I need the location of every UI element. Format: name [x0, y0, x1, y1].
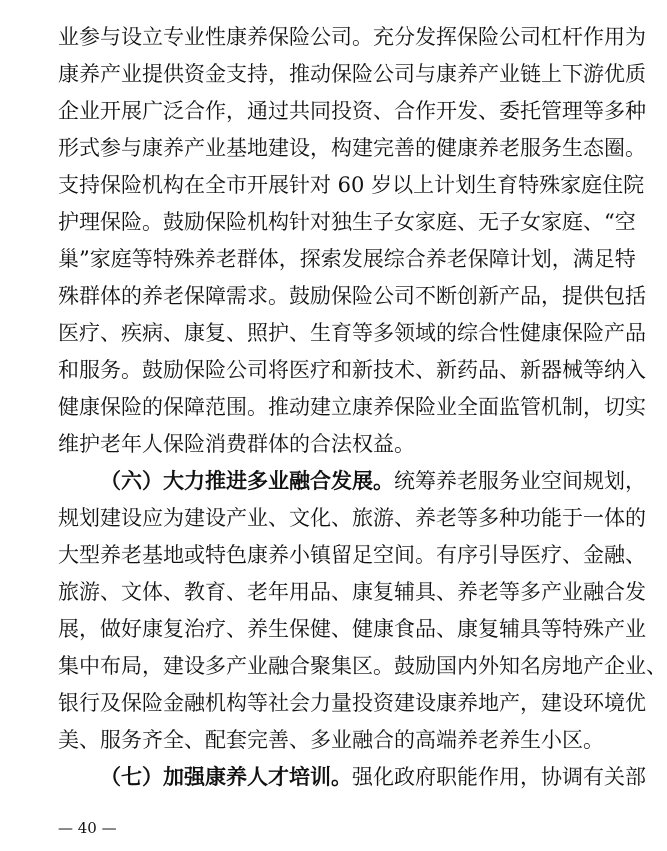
- body-line: 企业开展广泛合作，通过共同投资、合作开发、委托管理等多种: [58, 99, 646, 123]
- body-line: 业参与设立专业性康养保险公司。充分发挥保险公司杠杆作用为: [58, 25, 646, 49]
- body-line: 大型养老基地或特色康养小镇留足空间。有序引导医疗、金融、: [58, 543, 646, 567]
- section-first-line: [58, 462, 646, 500]
- body-line: 展，做好康复治疗、养生保健、健康食品、康复辅具等特殊产业: [58, 617, 646, 641]
- section-heading: （六）大力推进多业融合发展。: [100, 468, 394, 493]
- body-line: 集中布局，建设多产业融合聚集区。鼓励国内外知名房地产企业、: [58, 654, 667, 678]
- body-line: 规划建设应为建设产业、文化、旅游、养老等多种功能于一体的: [58, 506, 646, 530]
- body-line: 护理保险。鼓励保险机构针对独生子女家庭、无子女家庭、“空: [58, 210, 636, 234]
- body-line: 殊群体的养老保障需求。鼓励保险公司不断创新产品，提供包括: [58, 284, 646, 308]
- body-line: 旅游、文体、教育、老年用品、康复辅具、养老等多产业融合发: [58, 580, 646, 604]
- body-line: 康养产业提供资金支持，推动保险公司与康养产业链上下游优质: [58, 62, 646, 86]
- body-text: 强化政府职能作用，协调有关部: [352, 765, 646, 789]
- body-line: 健康保险的保障范围。推动建立康养保险业全面监管机制，切实: [58, 395, 646, 419]
- body-line: 维护老年人保险消费群体的合法权益。: [58, 432, 415, 456]
- body-line: 和服务。鼓励保险公司将医疗和新技术、新药品、新器械等纳入: [58, 358, 646, 382]
- body-text: 统筹养老服务业空间规划，: [394, 469, 646, 493]
- body-line: 美、服务齐全、配套完善、多业融合的高端养老养生小区。: [58, 728, 604, 752]
- section-first-line: [58, 758, 646, 796]
- section-heading: （七）加强康养人才培训。: [100, 764, 352, 789]
- body-line: 巢”家庭等特殊养老群体，探索发展综合养老保障计划，满足特: [58, 247, 636, 271]
- page-number: — 40 —: [58, 819, 117, 837]
- body-line: 形式参与康养产业基地建设，构建完善的健康养老服务生态圈。: [58, 136, 646, 160]
- body-line: 银行及保险金融机构等社会力量投资建设康养地产，建设环境优: [58, 691, 646, 715]
- body-line: 支持保险机构在全市开展针对 60 岁以上计划生育特殊家庭住院: [58, 173, 645, 197]
- body-line: 医疗、疾病、康复、照护、生育等多领域的综合性健康保险产品: [58, 321, 646, 345]
